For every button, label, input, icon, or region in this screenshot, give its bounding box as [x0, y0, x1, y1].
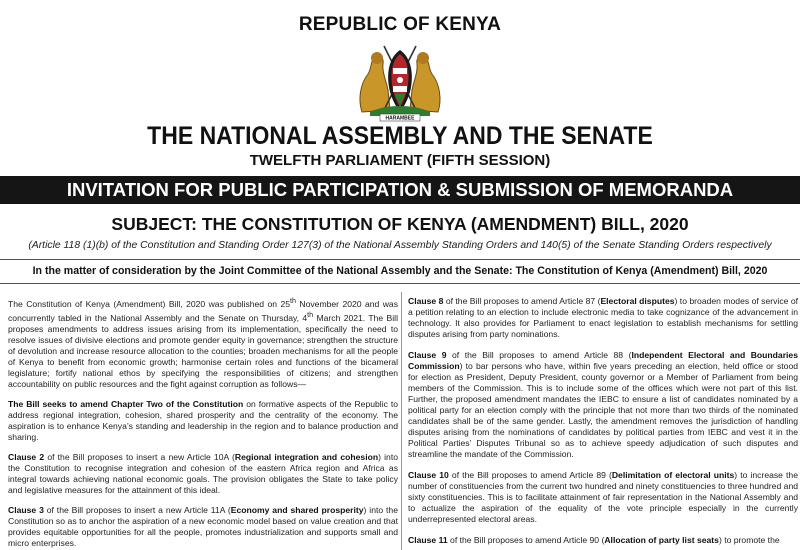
crest-motto: HARAMBEE	[385, 115, 415, 122]
clause-9-paragraph: Clause 9 of the Bill proposes to amend Article 88 (Independent Electoral and Boundaries Commission) to bar persons who have, within five years preceding an election, held office or stood for election as President, Deputy President, county governor or a Member of Parliament from being members of the Commission. This is to include some of the offices which were not part of this list. Further, the proposed amendment mandates the IEBC to ensure a list of candidates nominated by a political party for an election comply with the principle that not more than two thirds of the nominated candidates shall be of the same gender. Lastly, the amendment removes the jurisdiction of handling disputes arising from the nominations of candidates by political parties from IEBC and vest it in the Political Parties’ Disputes Tribunal so as to achieve speedy adjudication of such disputes and streamline the mandate of the Commission.	[408, 350, 798, 459]
invitation-banner: INVITATION FOR PUBLIC PARTICIPATION & SUBMISSION OF MEMORANDA	[0, 176, 800, 204]
left-column	[8, 296, 398, 550]
clause-2-paragraph: Clause 2 of the Bill proposes to insert a new Article 10A (Regional integration and cohesion) into the Constitution to recognise integration and cohesion of the eastern Africa region and Africa as integral towards achieving national economic goals. The provision obligates the State to take policy and legislative measures for the attainment of this ideal.	[8, 451, 398, 495]
clause-3-paragraph: Clause 3 of the Bill proposes to insert a new Article 11A (Economy and shared prosperity) into the Constitution so as to anchor the aspiration of a new economic model based on value creation and that provides equitable opportunities for all the people, promotes industrialization and supports small and micro enterprises.	[8, 504, 398, 548]
right-column	[408, 296, 798, 550]
matter-statement: In the matter of consideration by the Joint Committee of the National Assembly and the Senate: The Constitution of Kenya (Amendment) Bill, 2020	[32, 265, 768, 277]
clause-11-paragraph: Clause 11 of the Bill proposes to amend Article 90 (Allocation of party list seats) to promote the	[408, 535, 780, 545]
chapter-two-paragraph: The Bill seeks to amend Chapter Two of the Constitution on formative aspects of the Republic to address regional integration, cohesion, shared prosperity and the centrality of the economy. The aspiration is to enhance Kenya’s standing and leadership in the region and to balance production and sharing.	[8, 398, 399, 442]
column-divider	[401, 292, 402, 550]
bottom-rule	[0, 283, 800, 284]
subject-heading: SUBJECT: THE CONSTITUTION OF KENYA (AMENDMENT) BILL, 2020	[111, 214, 689, 234]
house-title: THE NATIONAL ASSEMBLY AND THE SENATE	[147, 122, 653, 150]
top-rule	[0, 259, 800, 260]
article-reference: (Article 118 (1)(b) of the Constitution and Standing Order 127(3) of the National Assembly Standing Orders and 140(5) of the Senate Standing Orders respectively	[28, 240, 772, 251]
clause-8-paragraph: Clause 8 of the Bill proposes to amend Article 87 (Electoral disputes) to broaden modes of service of a petition relating to an election to include electronic media to take cognizance of the advancement in technology. It also provides for Parliament to enact legislation to establish mechanisms for settling disputes arising from party nominations.	[408, 296, 798, 339]
intro-paragraph: The Constitution of Kenya (Amendment) Bill, 2020 was published on 25th November 2020 and was concurrently tabled in the National Assembly and the Senate on Thursday, 4th March 2021. The Bill proposes amendments to address issues arising from its implementation, specifically the need to resolve issues of divisive elections and promote gender equity in governance; strengthen the structure of devolution and increase resource allocation to the counties; broaden mechanisms for all the people of Kenya to benefit from economic growth; harmonise certain roles and functions of the bicameral legislature; fortify national ethos by specifying the responsibilities of citizens; and strengthen accountability on public resources and the fight against corruption as follows—	[8, 297, 398, 389]
clause-10-paragraph: Clause 10 of the Bill proposes to amend Article 89 (Delimitation of electoral units) to increase the number of constituencies from the current two hundred and ninety constituencies to three hundred and sixty constituencies. This is to facilitate attainment of fair representation in the National Assembly and to actualize the aspiration of the equality of the vote principle especially in the currently underrepresented electoral areas.	[408, 470, 798, 524]
parliament-session: TWELFTH PARLIAMENT (FIFTH SESSION)	[249, 152, 551, 169]
kenya-coat-of-arms-icon	[350, 40, 450, 122]
republic-heading: REPUBLIC OF KENYA	[298, 14, 502, 35]
